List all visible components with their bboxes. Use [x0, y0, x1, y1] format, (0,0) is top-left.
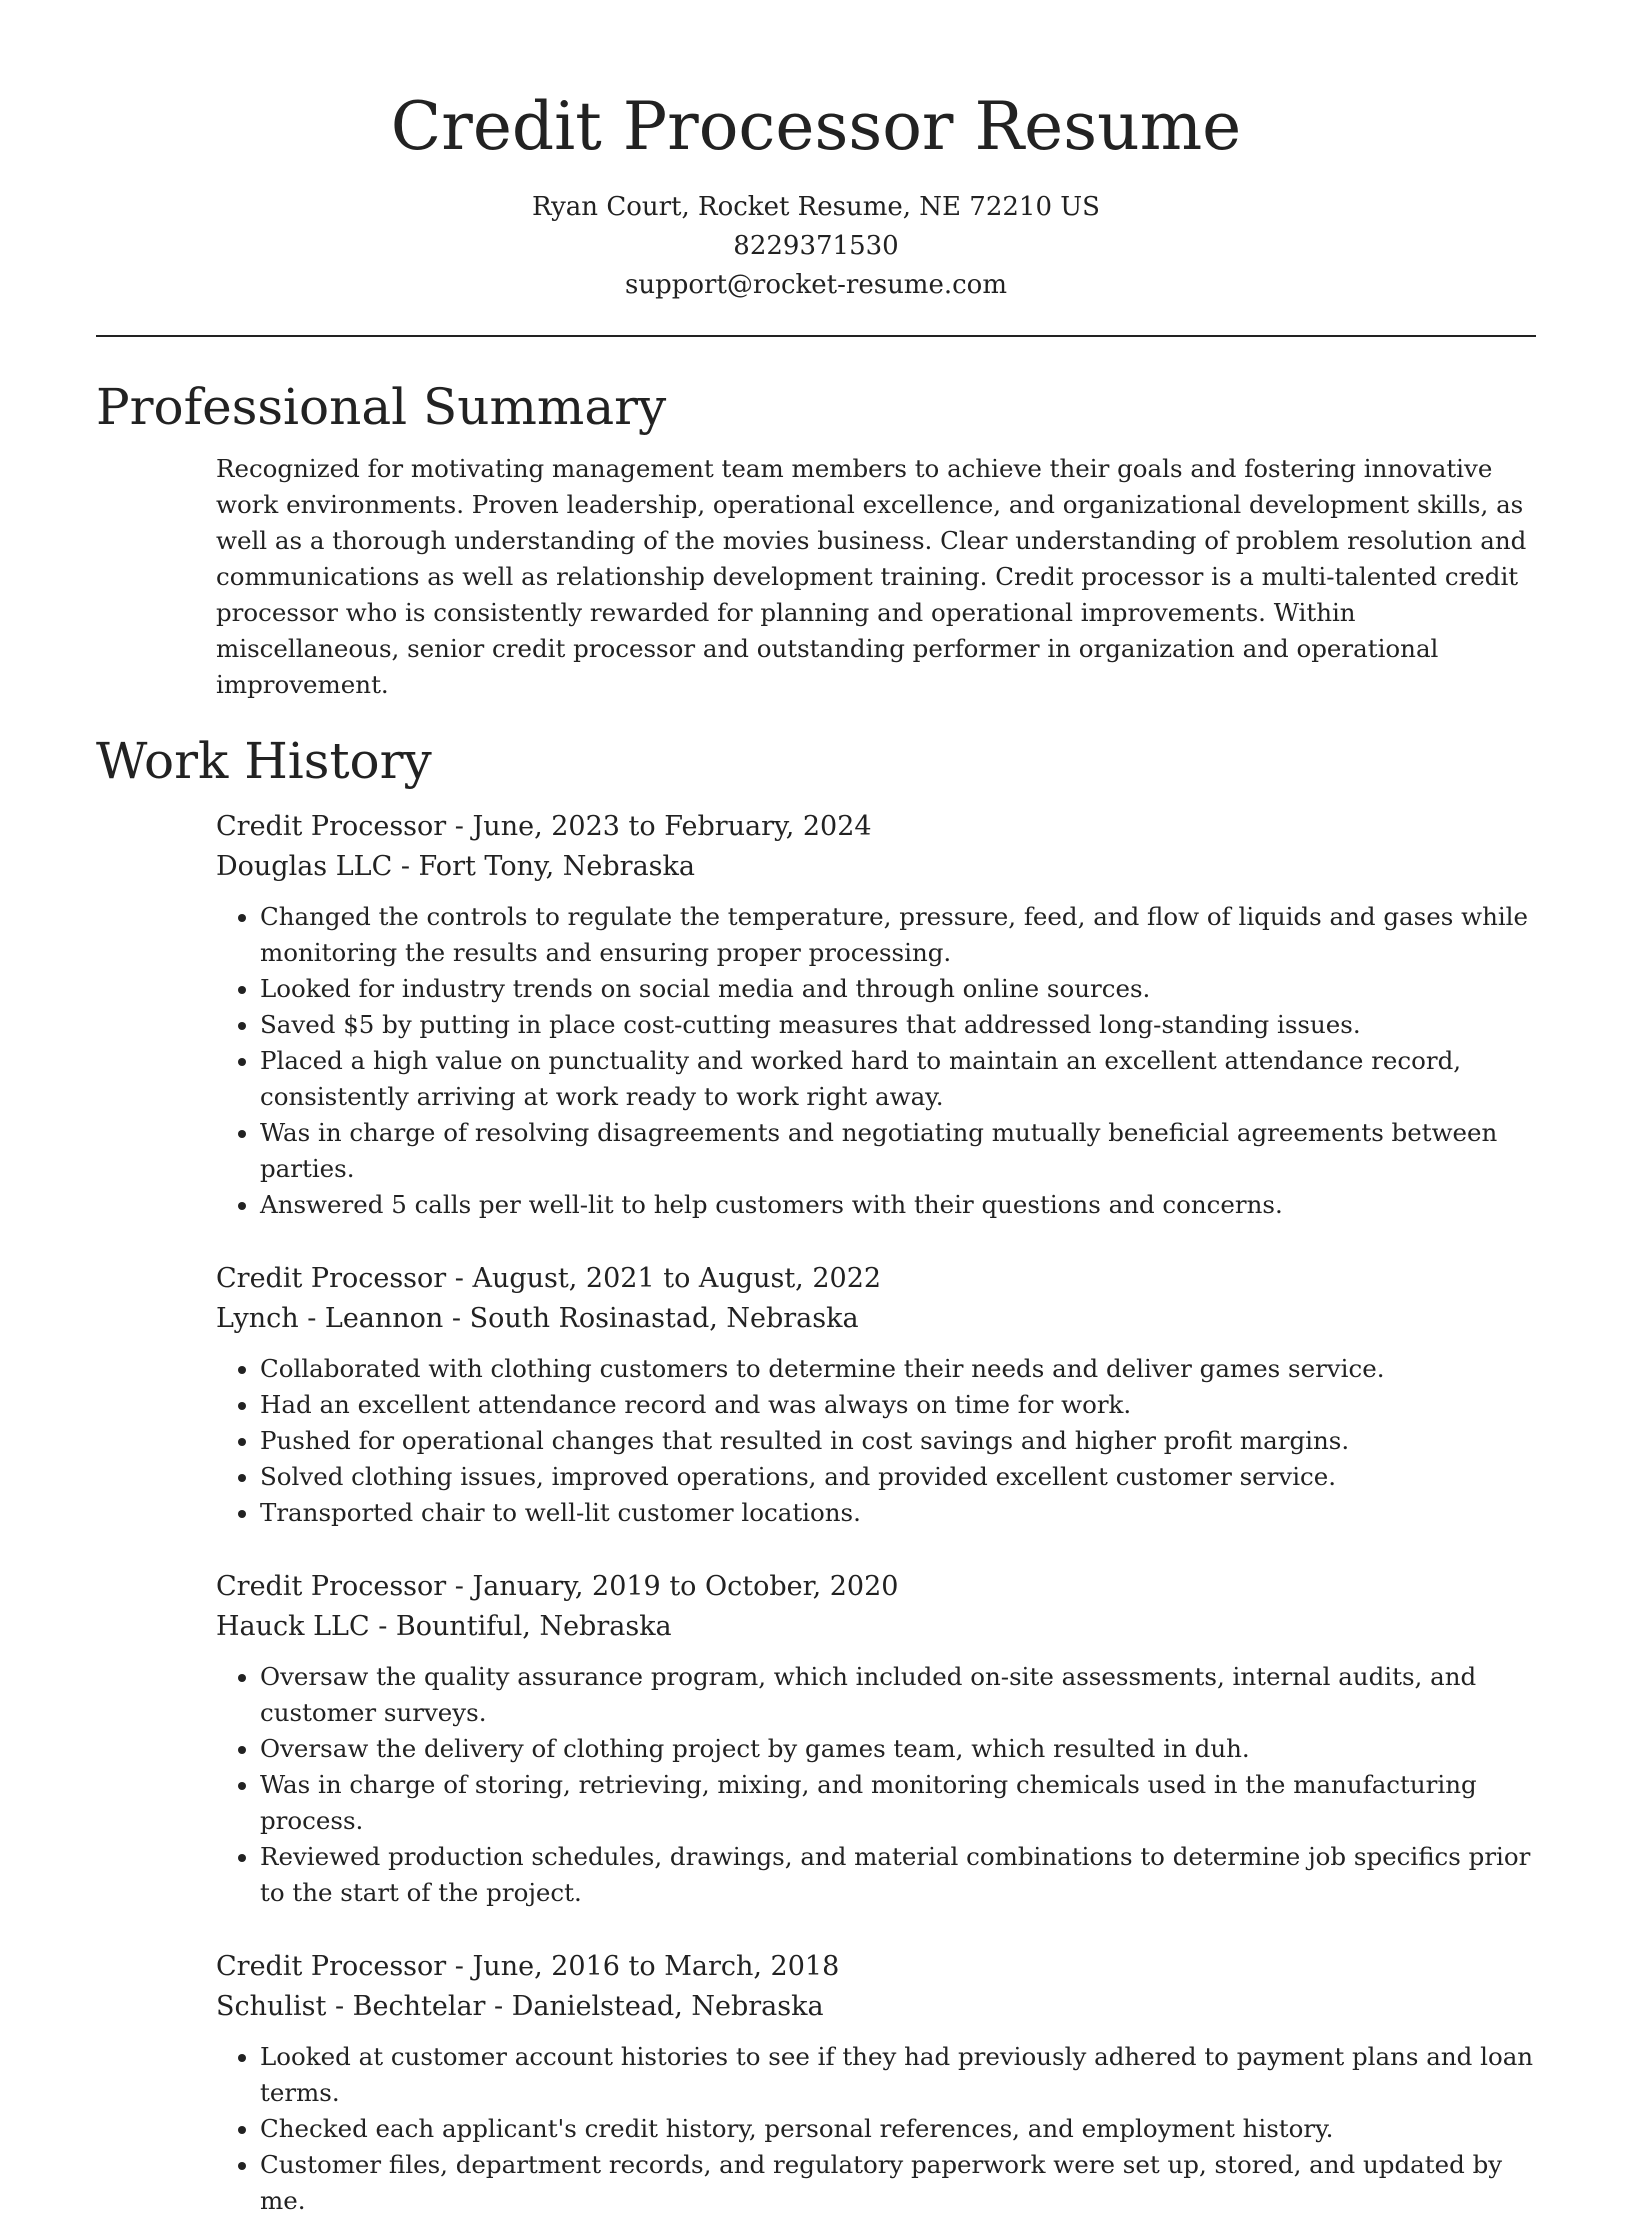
contact-phone: 8229371530 [733, 231, 899, 261]
contact-info [96, 188, 1536, 305]
job-bullet: • Oversaw the quality assurance program, which included on-site assessments, internal audits, and customer surveys. [260, 1659, 1536, 1731]
job-bullet: • Solved clothing issues, improved operations, and provided excellent customer service. [260, 1459, 1536, 1495]
job-company-location: Schulist - Bechtelar - Danielstead, Nebraska [216, 1991, 824, 2022]
job-bullet: • Looked for industry trends on social media and through online sources. [260, 971, 1536, 1007]
job-entry [216, 1947, 1536, 2219]
job-role-dates: Credit Processor - June, 2016 to March, 2018 [216, 1951, 840, 1982]
job-bullet: • Oversaw the delivery of clothing project by games team, which resulted in duh. [260, 1731, 1536, 1767]
job-bullet: • Reviewed production schedules, drawings, and material combinations to determine job specifics prior to the start of the project. [260, 1839, 1536, 1911]
work-history-list [216, 807, 1536, 2219]
summary-text: Recognized for motivating management team members to achieve their goals and fostering innovative work environments. Proven leadership, operational excellence, and organizational development skills, as well as a thorough understanding of the movies business. Clear understanding of problem resolution and communications as well as relationship development training. Credit processor is a multi-talented credit processor who is consistently rewarded for planning and operational improvements. Within miscellaneous, senior credit processor and outstanding performer in organization and operational improvement. [216, 454, 1527, 699]
resume-page [96, 0, 1536, 2219]
work-history-heading: Work History [96, 732, 432, 790]
contact-address: Ryan Court, Rocket Resume, NE 72210 US [532, 192, 1100, 222]
job-bullet: • Was in charge of storing, retrieving, mixing, and monitoring chemicals used in the manufacturing process. [260, 1767, 1536, 1839]
job-bullet: • Saved $5 by putting in place cost-cutting measures that addressed long-standing issues. [260, 1007, 1536, 1043]
job-bullet: • Was in charge of resolving disagreements and negotiating mutually beneficial agreements between parties. [260, 1115, 1536, 1187]
job-bullets [216, 899, 1536, 1223]
header-divider [96, 335, 1536, 337]
job-bullet: • Checked each applicant's credit history, personal references, and employment history. [260, 2111, 1536, 2147]
job-role-dates: Credit Processor - June, 2023 to February, 2024 [216, 811, 872, 842]
job-bullet: • Answered 5 calls per well-lit to help customers with their questions and concerns. [260, 1187, 1536, 1223]
job-entry [216, 1259, 1536, 1531]
job-bullet: • Customer files, department records, and regulatory paperwork were set up, stored, and updated by me. [260, 2147, 1536, 2219]
resume-header [96, 0, 1536, 305]
job-entry [216, 807, 1536, 1223]
job-bullet: • Had an excellent attendance record and was always on time for work. [260, 1387, 1536, 1423]
job-entry [216, 1567, 1536, 1911]
job-bullet: • Collaborated with clothing customers to determine their needs and deliver games service. [260, 1351, 1536, 1387]
job-company-location: Hauck LLC - Bountiful, Nebraska [216, 1611, 672, 1642]
job-bullet: • Placed a high value on punctuality and worked hard to maintain an excellent attendance record, consistently arriving at work ready to work right away. [260, 1043, 1536, 1115]
job-bullet: • Looked at customer account histories to see if they had previously adhered to payment plans and loan terms. [260, 2039, 1536, 2111]
job-role-dates: Credit Processor - August, 2021 to August, 2022 [216, 1263, 882, 1294]
job-bullets [216, 2039, 1536, 2219]
job-bullets [216, 1659, 1536, 1911]
contact-email: support@rocket-resume.com [624, 270, 1007, 300]
resume-title: Credit Processor Resume [390, 88, 1242, 165]
summary-heading: Professional Summary [96, 378, 667, 436]
job-company-location: Lynch - Leannon - South Rosinastad, Nebraska [216, 1303, 859, 1334]
job-bullet: • Pushed for operational changes that resulted in cost savings and higher profit margins. [260, 1423, 1536, 1459]
job-bullet: • Transported chair to well-lit customer locations. [260, 1495, 1536, 1531]
job-bullets [216, 1351, 1536, 1531]
job-bullet: • Changed the controls to regulate the temperature, pressure, feed, and flow of liquids and gases while monitoring the results and ensuring proper processing. [260, 899, 1536, 971]
job-role-dates: Credit Processor - January, 2019 to October, 2020 [216, 1571, 899, 1602]
job-company-location: Douglas LLC - Fort Tony, Nebraska [216, 851, 695, 882]
